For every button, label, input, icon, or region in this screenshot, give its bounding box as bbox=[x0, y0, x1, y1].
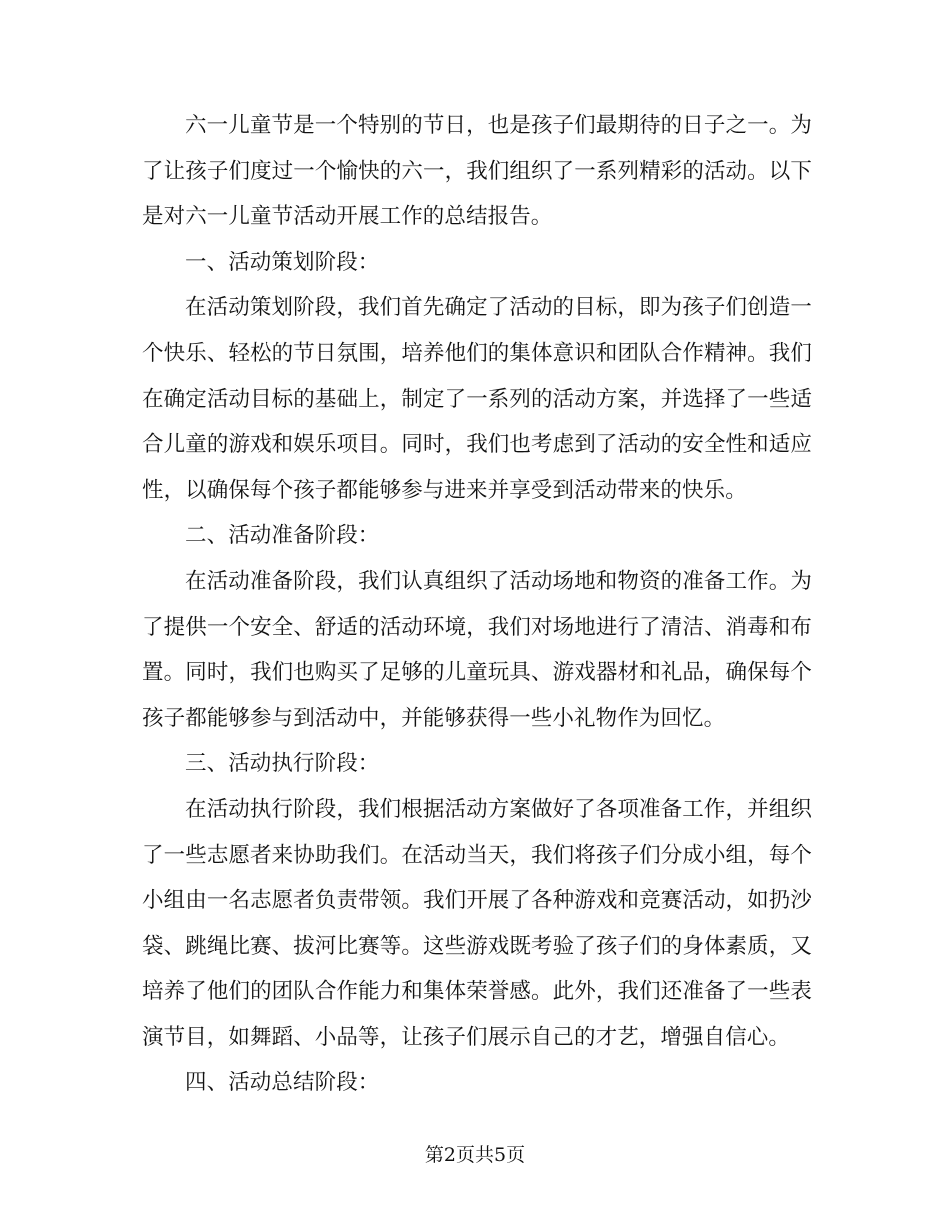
execution-paragraph: 在活动执行阶段，我们根据活动方案做好了各项准备工作，并组织了一些志愿者来协助我们。在活动当天，我们将孩子们分成小组，每个小组由一名志愿者负责带领。我们开展了各种游戏和竞赛活动，如扔沙袋、跳绳比赛、拔河比赛等。这些游戏既考验了孩子们的身体素质，又培养了他们的团队合作能力和集体荣誉感。此外，我们还准备了一些表演节目，如舞蹈、小品等，让孩子们展示自己的才艺，增强自信心。 bbox=[142, 796, 812, 1050]
preparation-paragraph: 在活动准备阶段，我们认真组织了活动场地和物资的准备工作。为了提供一个安全、舒适的活动环境，我们对场地进行了清洁、消毒和布置。同时，我们也购买了足够的儿童玩具、游戏器材和礼品，确保每个孩子都能够参与到活动中，并能够获得一些小礼物作为回忆。 bbox=[142, 568, 812, 731]
intro-paragraph: 六一儿童节是一个特别的节日，也是孩子们最期待的日子之一。为了让孩子们度过一个愉快的六一，我们组织了一系列精彩的活动。以下是对六一儿童节活动开展工作的总结报告。 bbox=[142, 113, 812, 230]
document-body bbox=[142, 103, 812, 1106]
section-heading-summary: 四、活动总结阶段： bbox=[185, 1070, 380, 1096]
section-heading-preparation: 二、活动准备阶段： bbox=[185, 523, 380, 549]
section-heading-planning: 一、活动策划阶段： bbox=[185, 249, 380, 275]
page-number-footer: 第2页共5页 bbox=[424, 1144, 526, 1166]
planning-paragraph: 在活动策划阶段，我们首先确定了活动的目标，即为孩子们创造一个快乐、轻松的节日氛围，培养他们的集体意识和团队合作精神。我们在确定活动目标的基础上，制定了一系列的活动方案，并选择了一些适合儿童的游戏和娱乐项目。同时，我们也考虑到了活动的安全性和适应性，以确保每个孩子都能够参与进来并享受到活动带来的快乐。 bbox=[142, 295, 812, 503]
section-heading-execution: 三、活动执行阶段： bbox=[185, 751, 380, 777]
